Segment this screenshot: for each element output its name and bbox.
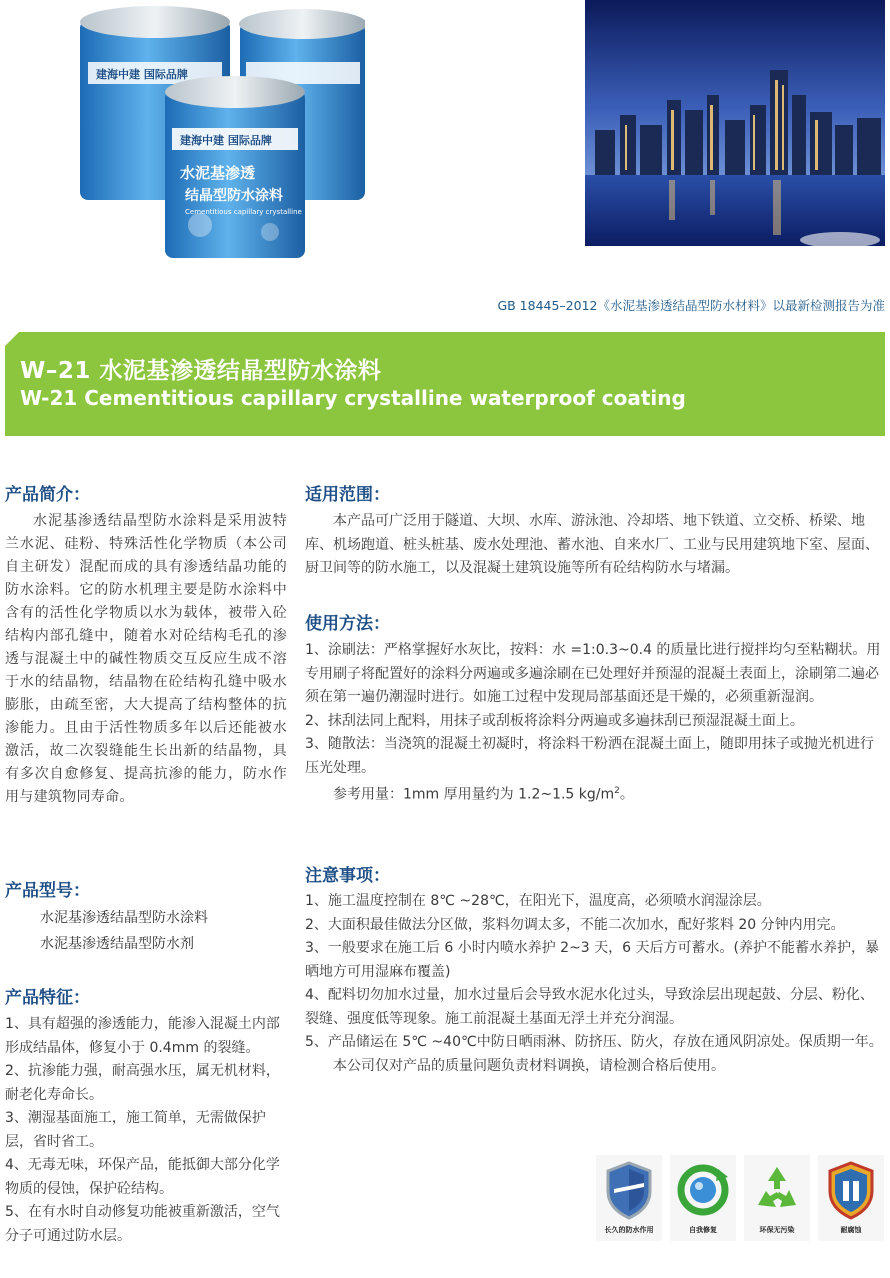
feature-item: 5、在有水时自动修复功能被重新激活，空气分子可通过防水层。 (5, 1204, 280, 1244)
scope-paragraph: 本产品可广泛用于隧道、大坝、水库、游泳池、冷却塔、地下铁道、立交桥、桥梁、地库、机场跑道、桩头桩基、废水处理池、蓄水池、自来水厂、工业与民用建筑地下室、屋面、厨卫间等的防水施工，以及混凝土建筑设施等所有砼结构防水与堵漏。 (305, 513, 879, 576)
badge-waterproof (596, 1155, 662, 1241)
usage-item: 3、随散法：当浇筑的混凝土初凝时，将涂料干粉洒在混凝土面上，随即用抹子或抛光机进行压光处理。 (305, 736, 874, 776)
self-repair-icon (670, 1155, 736, 1225)
badge-corrosion (818, 1155, 884, 1241)
feature-item: 3、潮湿基面施工，施工简单，无需做保护层，省时省工。 (5, 1110, 266, 1150)
note-item: 5、产品储运在 5℃ ~40℃中防日晒雨淋、防挤压、防火，存放在通风阴凉处。保质期一年。 (305, 1034, 883, 1050)
note-item: 4、配料切勿加水过量，加水过量后会导致水泥水化过头，导致涂层出现起鼓、分层、粉化、裂缝、强度低等现象。施工前混凝土基面无浮土并充分润湿。 (305, 987, 874, 1027)
note-item: 1、施工温度控制在 8℃ ~28℃，在阳光下，温度高，必须喷水润湿涂层。 (305, 893, 771, 909)
standard-note: GB 18445–2012《水泥基渗透结晶型防水材料》以最新检测报告为准 (497, 298, 885, 313)
features-list (5, 1013, 290, 1248)
corrosion-resistant-icon (818, 1155, 884, 1225)
feature-item: 2、抗渗能力强，耐高强水压，属无机材料，耐老化寿命长。 (5, 1063, 280, 1103)
usage-item: 2、抹刮法同上配料，用抹子或刮板将涂料分两遍或多遍抹刮已预湿混凝土面上。 (305, 712, 804, 729)
product-title-en: W-21 Cementitious capillary crystalline waterproof coating (20, 386, 686, 410)
usage-reference-sup: 2 (614, 786, 620, 796)
note-item: 3、一般要求在施工后 6 小时内喷水养护 2~3 天，6 天后方可蓄水。(养护不能蓄水养护，暴晒地方可用湿麻布覆盖) (305, 940, 879, 980)
usage-reference-end: 。 (619, 786, 634, 803)
model-item: 水泥基渗透结晶型防水剂 (40, 936, 194, 952)
city-skyline-image (585, 0, 885, 246)
badge-label: 长久的防水作用 (604, 1226, 654, 1234)
can-front-brand-text: 建海中建 国际品牌 (180, 134, 272, 147)
disclaimer: 本公司仅对产品的质量问题负责材料调换，请检测合格后使用。 (333, 1057, 725, 1074)
scope-text (305, 510, 885, 581)
usage-item: 1、涂刷法：严格掌握好水灰比，按料：水 =1:0.3~0.4 的质量比进行搅拌均匀至粘糊状。用专用刷子将配置好的涂料分两遍或多遍涂刷在已处理好并预湿的混凝土表面上，涂刷第二遍必须在第一遍仍潮湿时进行。如施工过程中发现局部基面还是干燥的，必须重新湿润。 (305, 642, 881, 705)
intro-text (5, 510, 287, 809)
intro-heading: 产品简介： (5, 485, 90, 505)
can-label-en: Cementitious capillary crystalline (185, 208, 302, 216)
banner-corner (5, 332, 19, 346)
notes-list (305, 890, 887, 1078)
usage-reference (305, 780, 887, 807)
can-label-line2: 结晶型防水涂料 (185, 188, 283, 204)
product-title-cn: W–21 水泥基渗透结晶型防水涂料 (20, 358, 382, 384)
can-label-line1: 水泥基渗透 (180, 164, 256, 182)
recycle-icon (744, 1155, 810, 1225)
usage-heading: 使用方法： (305, 614, 390, 634)
usage-reference-text: 参考用量：1mm 厚用量约为 1.2~1.5 kg/m (333, 786, 615, 803)
note-item: 2、大面积最佳做法分区做，浆料勿调太多，不能二次加水，配好浆料 20 分钟内用完。 (305, 916, 845, 933)
feature-item: 1、具有超强的渗透能力，能渗入混凝土内部形成结晶体，修复小于 0.4mm 的裂缝。 (5, 1016, 280, 1056)
usage-list (305, 639, 887, 807)
badge-self-repair (670, 1155, 736, 1241)
feature-item: 4、无毒无味，环保产品，能抵御大部分化学物质的侵蚀，保护砼结构。 (5, 1157, 280, 1197)
badge-label: 环保无污染 (759, 1226, 795, 1234)
product-cans-image (60, 0, 365, 262)
badge-eco (744, 1155, 810, 1241)
badge-label: 耐腐蚀 (840, 1226, 862, 1234)
can-brand-text: 建海中建 国际品牌 (96, 68, 188, 81)
features-heading: 产品特征： (5, 988, 90, 1008)
models-list (40, 905, 290, 957)
scope-heading: 适用范围： (305, 485, 390, 505)
badge-label: 自我修复 (689, 1226, 717, 1234)
shield-icon (596, 1155, 662, 1225)
intro-paragraph: 水泥基渗透结晶型防水涂料是采用波特兰水泥、硅粉、特殊活性化学物质（本公司自主研发）混配而成的具有渗透结晶功能的防水涂料。它的防水机理主要是防水涂料中含有的活性化学物质以水为载体，被带入砼结构内部孔缝中，随着水对砼结构毛孔的渗透与混凝土中的碱性物质交互反应生成不溶于水的结晶物，结晶物在砼结构孔缝中吸水膨胀，由疏至密，大大提高了结构整体的抗渗能力。且由于活性物质多年以后还能被水激活，故二次裂缝能生长出新的结晶物，具有多次自愈修复、提高抗渗的能力，防水作用与建筑物同寿命。 (5, 513, 287, 805)
notes-heading: 注意事项： (305, 866, 390, 886)
model-item: 水泥基渗透结晶型防水涂料 (40, 910, 208, 926)
models-heading: 产品型号： (5, 881, 90, 901)
